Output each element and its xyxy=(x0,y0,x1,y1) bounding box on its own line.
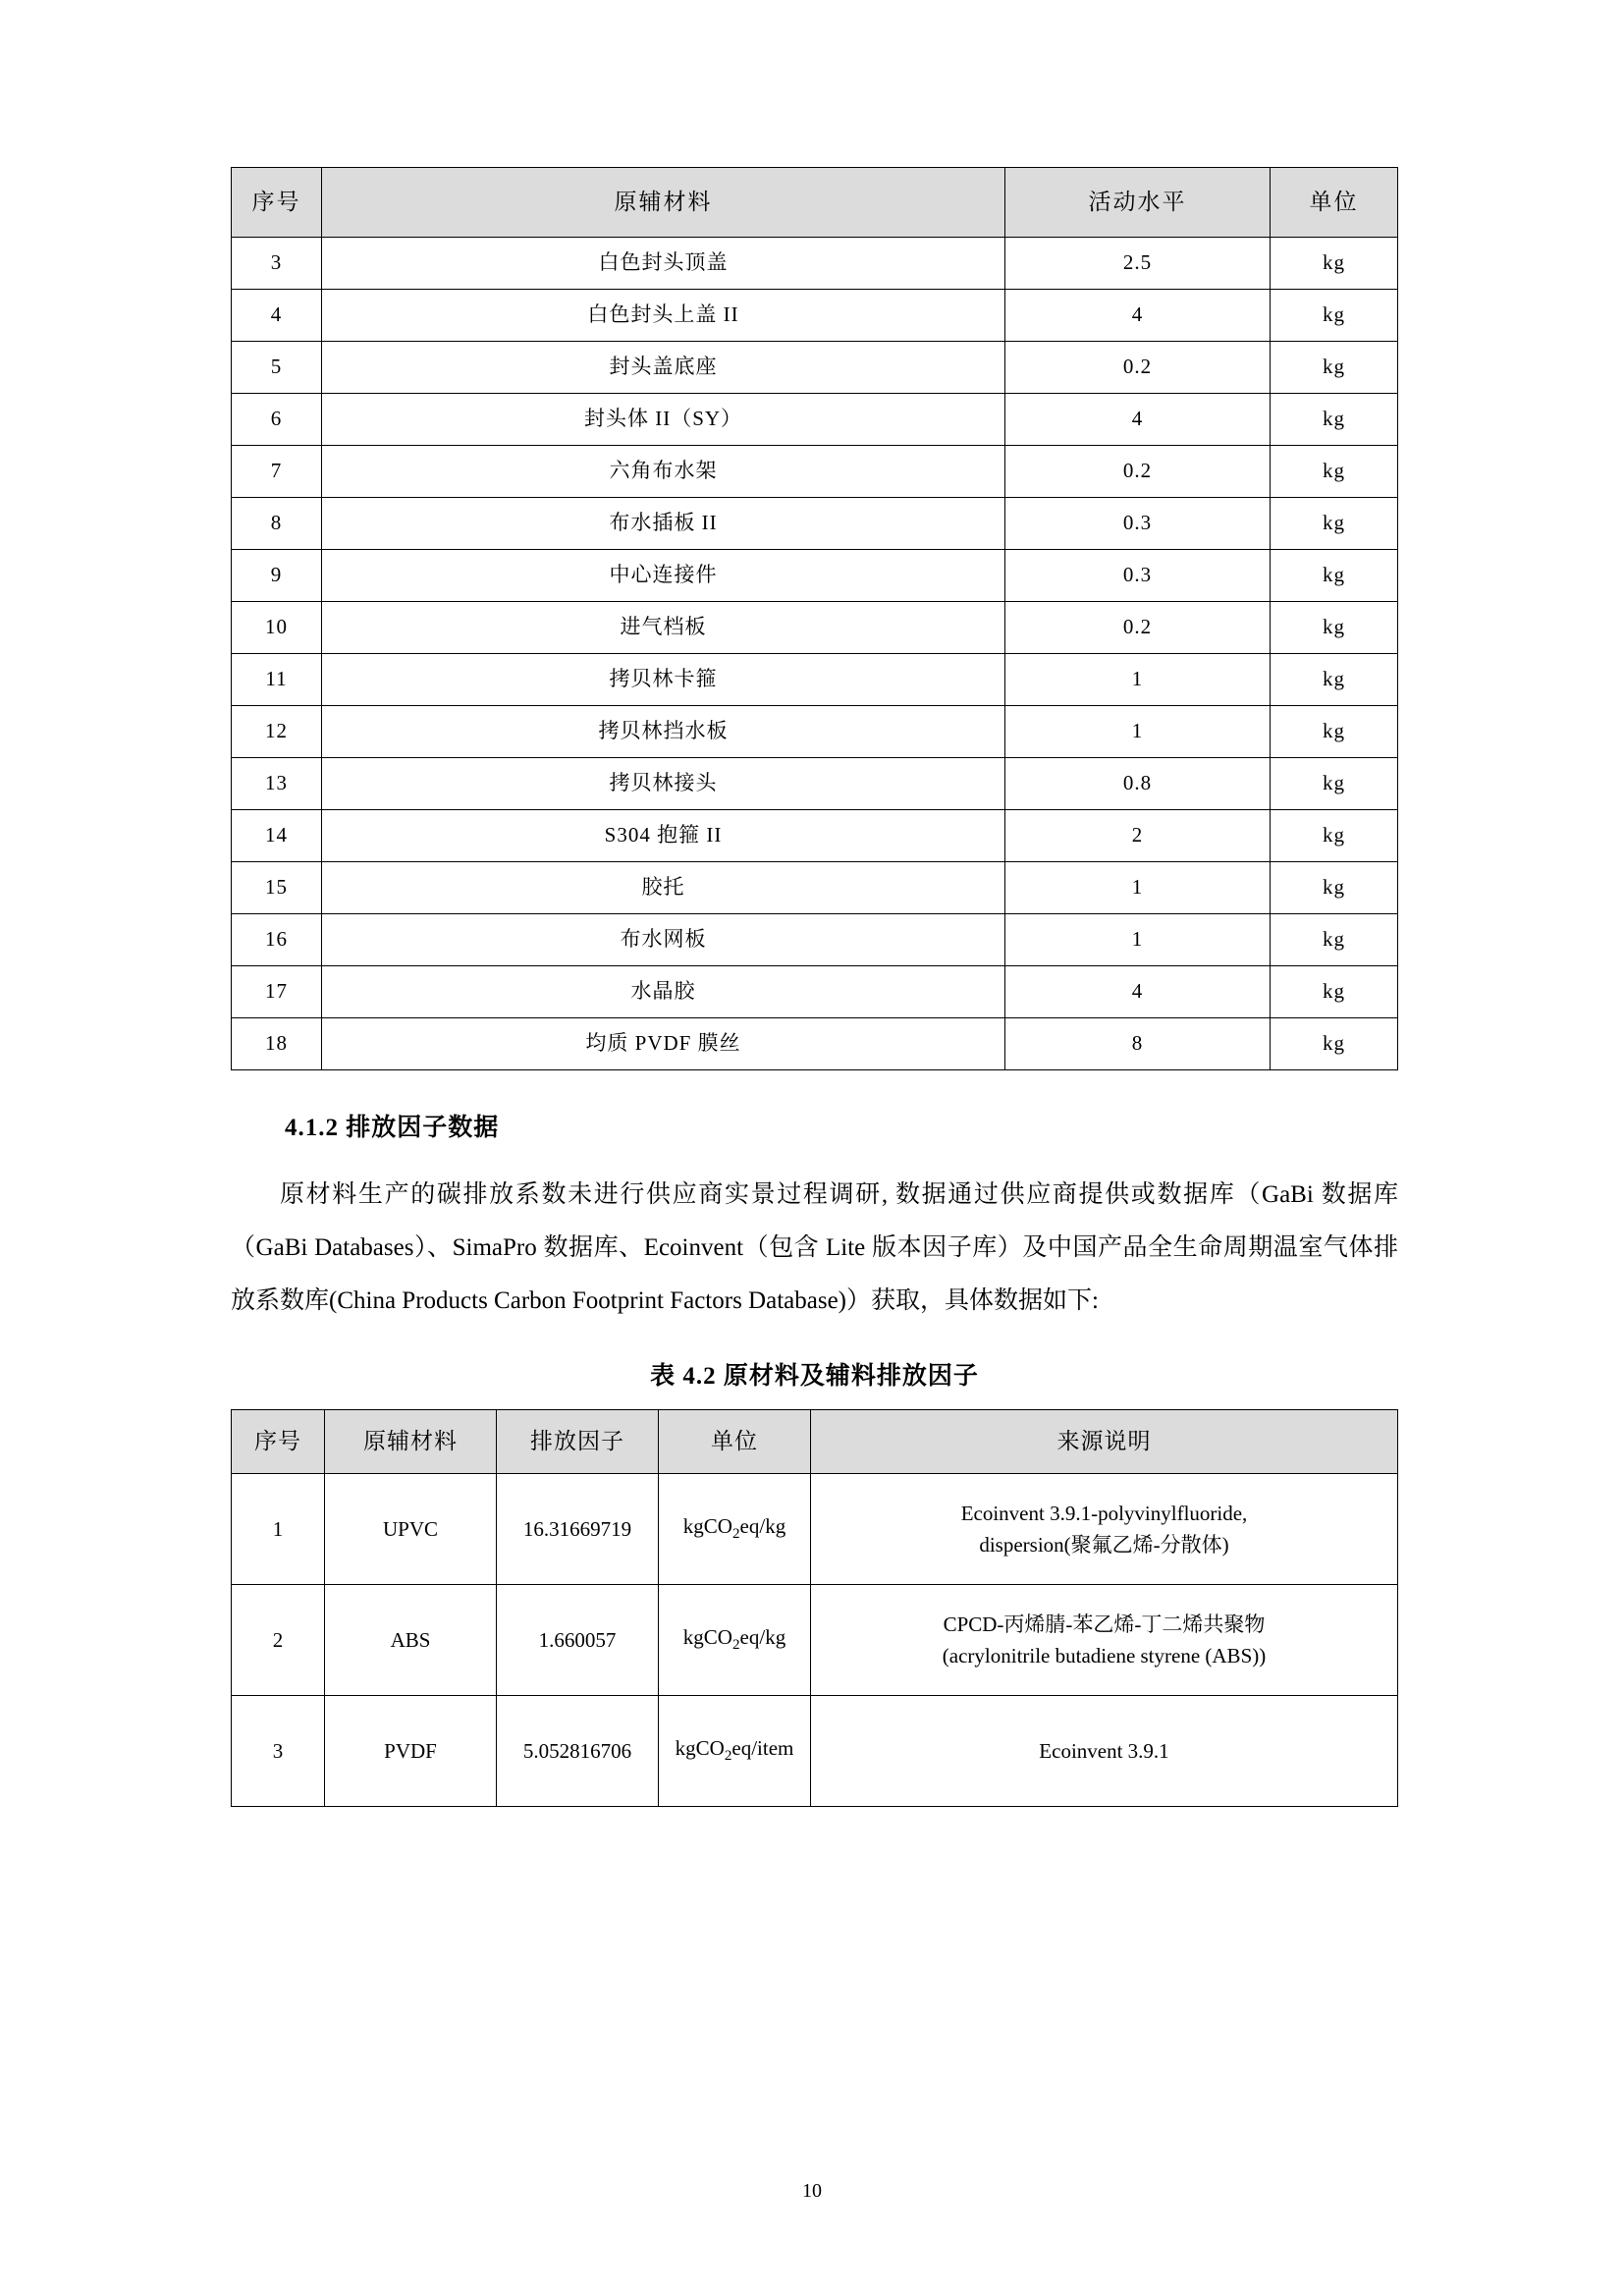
cell-material: 白色封头上盖 II xyxy=(322,290,1005,342)
table-row xyxy=(232,602,1398,654)
cell-unit: kg xyxy=(1271,758,1398,810)
column-header-no: 序号 xyxy=(232,1410,325,1474)
cell-material: PVDF xyxy=(325,1696,497,1807)
cell-material: 封头盖底座 xyxy=(322,342,1005,394)
cell-unit: kg xyxy=(1271,498,1398,550)
cell-unit: kg xyxy=(1271,602,1398,654)
column-header-emission-factor: 排放因子 xyxy=(497,1410,659,1474)
cell-activity-level: 1 xyxy=(1005,654,1271,706)
cell-activity-level: 4 xyxy=(1005,290,1271,342)
cell-material: ABS xyxy=(325,1585,497,1696)
table-row xyxy=(232,706,1398,758)
cell-no: 16 xyxy=(232,914,322,966)
table-row xyxy=(232,654,1398,706)
cell-material: 布水网板 xyxy=(322,914,1005,966)
section-paragraph: 原材料生产的碳排放系数未进行供应商实景过程调研, 数据通过供应商提供或数据库（GaBi 数据库（GaBi Databases）、SimaPro 数据库、Ecoinvent（包含 Lite 版本因子库）及中国产品全生命周期温室气体排放系数库(China Products Carbon Footprint Factors Database)）获取，具体数据如下: xyxy=(231,1181,1398,1314)
cell-no: 1 xyxy=(232,1474,325,1585)
cell-activity-level: 1 xyxy=(1005,914,1271,966)
cell-unit: kg xyxy=(1271,290,1398,342)
column-header-unit: 单位 xyxy=(659,1410,811,1474)
cell-activity-level: 4 xyxy=(1005,966,1271,1018)
activity-level-table xyxy=(231,167,1398,1070)
cell-material: 拷贝林接头 xyxy=(322,758,1005,810)
table-header-row xyxy=(232,1410,1398,1474)
cell-unit: kg xyxy=(1271,706,1398,758)
cell-unit: kgCO$_2$eq/kg xyxy=(659,1474,811,1585)
cell-no: 6 xyxy=(232,394,322,446)
cell-activity-level: 0.3 xyxy=(1005,498,1271,550)
column-header-unit: 单位 xyxy=(1271,168,1398,238)
cell-activity-level: 2 xyxy=(1005,810,1271,862)
emission-factors-table xyxy=(231,1409,1398,1807)
cell-material: 均质 PVDF 膜丝 xyxy=(322,1018,1005,1070)
cell-unit: kg xyxy=(1271,810,1398,862)
source-line: dispersion(聚氟乙烯-分散体) xyxy=(979,1533,1229,1558)
cell-unit: kg xyxy=(1271,966,1398,1018)
source-line: Ecoinvent 3.9.1-polyvinylfluoride, xyxy=(960,1501,1248,1525)
table-row xyxy=(232,914,1398,966)
cell-material: UPVC xyxy=(325,1474,497,1585)
cell-unit: kg xyxy=(1271,238,1398,290)
cell-no: 4 xyxy=(232,290,322,342)
section-heading: 4.1.2 排放因子数据 xyxy=(285,1115,500,1141)
cell-activity-level: 1 xyxy=(1005,862,1271,914)
cell-source xyxy=(811,1474,1398,1585)
cell-emission-factor: 16.31669719 xyxy=(497,1474,659,1585)
cell-no: 13 xyxy=(232,758,322,810)
table-row xyxy=(232,550,1398,602)
cell-source xyxy=(811,1696,1398,1807)
table-row xyxy=(232,1018,1398,1070)
cell-no: 9 xyxy=(232,550,322,602)
cell-activity-level: 0.2 xyxy=(1005,602,1271,654)
factors-table-caption: 表 4.2 原材料及辅料排放因子 xyxy=(650,1363,979,1391)
cell-material: 六角布水架 xyxy=(322,446,1005,498)
cell-no: 18 xyxy=(232,1018,322,1070)
cell-material: 中心连接件 xyxy=(322,550,1005,602)
cell-unit: kg xyxy=(1271,342,1398,394)
source-line: CPCD-丙烯腈-苯乙烯-丁二烯共聚物 xyxy=(943,1612,1266,1636)
cell-emission-factor: 1.660057 xyxy=(497,1585,659,1696)
table-row xyxy=(232,810,1398,862)
cell-no: 17 xyxy=(232,966,322,1018)
page-number: 10 xyxy=(802,2180,822,2202)
cell-no: 3 xyxy=(232,1696,325,1807)
cell-material: 胶托 xyxy=(322,862,1005,914)
cell-unit: kgCO$_2$eq/kg xyxy=(659,1585,811,1696)
column-header-no: 序号 xyxy=(232,168,322,238)
cell-unit: kgCO$_2$eq/item xyxy=(659,1696,811,1807)
cell-material: 布水插板 II xyxy=(322,498,1005,550)
cell-activity-level: 0.3 xyxy=(1005,550,1271,602)
column-header-activity-level: 活动水平 xyxy=(1005,168,1271,238)
table-row xyxy=(232,446,1398,498)
cell-unit: kg xyxy=(1271,394,1398,446)
cell-unit: kg xyxy=(1271,654,1398,706)
column-header-material: 原辅材料 xyxy=(322,168,1005,238)
cell-unit: kg xyxy=(1271,1018,1398,1070)
source-line: (acrylonitrile butadiene styrene (ABS)) xyxy=(942,1644,1267,1668)
cell-emission-factor: 5.052816706 xyxy=(497,1696,659,1807)
cell-no: 5 xyxy=(232,342,322,394)
table-row xyxy=(232,758,1398,810)
cell-no: 11 xyxy=(232,654,322,706)
cell-unit: kg xyxy=(1271,446,1398,498)
cell-material: 水晶胶 xyxy=(322,966,1005,1018)
cell-activity-level: 8 xyxy=(1005,1018,1271,1070)
cell-no: 12 xyxy=(232,706,322,758)
table-row xyxy=(232,862,1398,914)
cell-activity-level: 0.8 xyxy=(1005,758,1271,810)
table-header-row xyxy=(232,168,1398,238)
table-row xyxy=(232,394,1398,446)
cell-unit: kg xyxy=(1271,550,1398,602)
cell-material: 拷贝林挡水板 xyxy=(322,706,1005,758)
cell-activity-level: 2.5 xyxy=(1005,238,1271,290)
cell-material: S304 抱箍 II xyxy=(322,810,1005,862)
column-header-source: 来源说明 xyxy=(811,1410,1398,1474)
cell-no: 8 xyxy=(232,498,322,550)
cell-unit: kg xyxy=(1271,862,1398,914)
cell-no: 7 xyxy=(232,446,322,498)
table-row xyxy=(232,1696,1398,1807)
table-row xyxy=(232,1585,1398,1696)
cell-no: 10 xyxy=(232,602,322,654)
column-header-material: 原辅材料 xyxy=(325,1410,497,1474)
table-row xyxy=(232,342,1398,394)
cell-no: 2 xyxy=(232,1585,325,1696)
cell-material: 封头体 II（SY） xyxy=(322,394,1005,446)
table-row xyxy=(232,290,1398,342)
cell-activity-level: 0.2 xyxy=(1005,342,1271,394)
table-row xyxy=(232,1474,1398,1585)
cell-no: 14 xyxy=(232,810,322,862)
source-line: Ecoinvent 3.9.1 xyxy=(1039,1738,1169,1763)
cell-source xyxy=(811,1585,1398,1696)
table-row xyxy=(232,966,1398,1018)
cell-activity-level: 1 xyxy=(1005,706,1271,758)
cell-material: 进气档板 xyxy=(322,602,1005,654)
cell-material: 拷贝林卡箍 xyxy=(322,654,1005,706)
table-row xyxy=(232,238,1398,290)
cell-activity-level: 4 xyxy=(1005,394,1271,446)
cell-material: 白色封头顶盖 xyxy=(322,238,1005,290)
table-row xyxy=(232,498,1398,550)
cell-activity-level: 0.2 xyxy=(1005,446,1271,498)
cell-no: 3 xyxy=(232,238,322,290)
cell-no: 15 xyxy=(232,862,322,914)
cell-unit: kg xyxy=(1271,914,1398,966)
